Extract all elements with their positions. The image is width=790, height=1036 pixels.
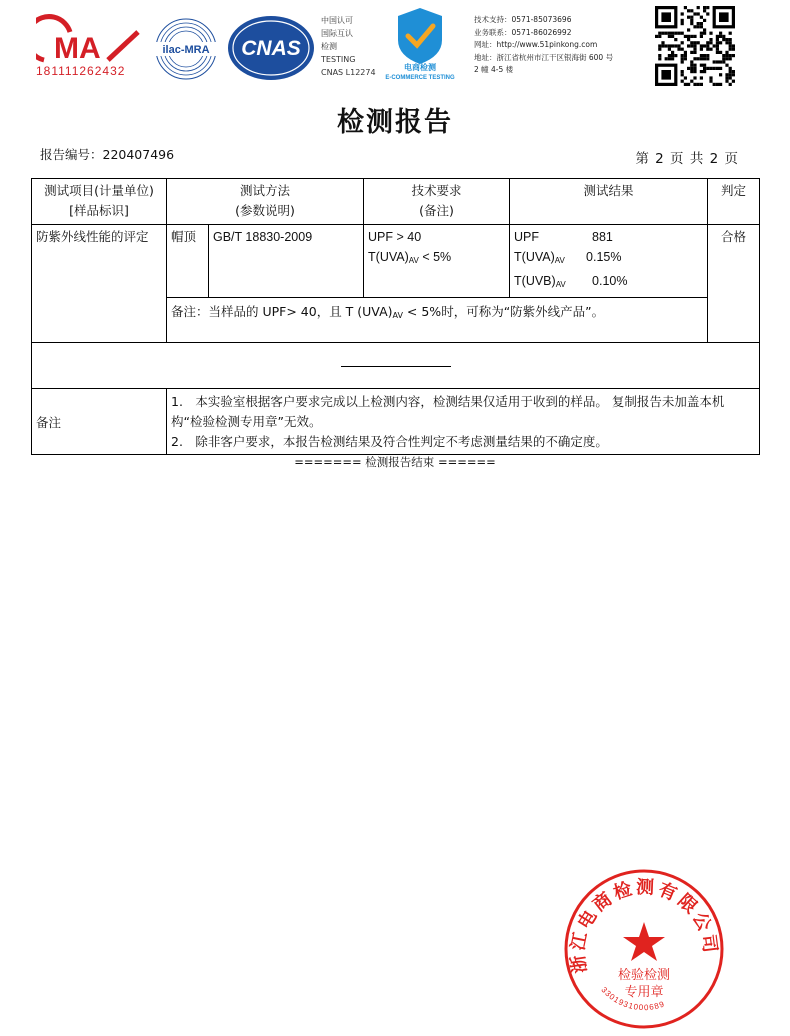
header-method-line2: (参数说明) [235,203,295,218]
cnas-logo [226,14,316,82]
cert-line: CNAS L12274 [321,68,376,77]
result-uva-label: T(UVA) [514,250,555,264]
report-end-marker: ======= 检测报告结束 ====== [294,455,496,469]
svg-text:专用章: 专用章 [624,985,664,1000]
note-sub: AV [392,311,403,320]
header-method-line1: 测试方法 [240,183,291,198]
judgement: 合格 [708,225,760,343]
header-item [32,179,167,225]
result-upf-label: UPF [514,230,540,244]
remarks-row [32,389,760,455]
result-uva-sub: AV [554,256,565,265]
svg-text:MA: MA [54,32,101,65]
svg-text:检验检测: 检验检测 [617,968,671,983]
header-requirement [364,179,510,225]
ilac-mra-logo [152,16,220,82]
req-upf: UPF > 40 [368,230,422,244]
header-req-line1: 技术要求 [411,183,462,198]
header-item-line2: [样品标识] [69,203,129,218]
req-uva-tail: < 5% [418,250,452,264]
result-uva-value: 0.15% [586,250,622,264]
result-uvb-value: 0.10% [592,274,628,288]
svg-text:电商检测: 电商检测 [404,63,436,72]
result-uva [514,247,703,271]
contact-line: 技术支持：0571-85073696 [474,15,572,24]
official-seal [563,868,725,1030]
blank-row [32,343,760,389]
result-upf [514,227,703,247]
qr-code [655,6,735,86]
remark-2: 2. 除非客户要求，本报告检测结果及符合性判定不考虑测量结果的不确定度。 [171,434,608,449]
contact-line: 网址：http://www.51pinkong.com [474,40,598,49]
test-result [510,225,708,298]
blank-separator [32,343,760,389]
results-table [31,178,760,455]
note-pre: 备注：当样品的 UPF> 40，且 T (UVA) [171,304,393,319]
result-uvb-sub: AV [555,280,566,289]
req-uva [368,247,505,271]
remark-1: 1. 本实验室根据客户要求完成以上检测内容，检测结果仅适用于收到的样品。 复制报告未加盖本机构“检验检测专用章”无效。 [171,394,725,429]
test-item: 防紫外线性能的评定 [32,225,167,343]
req-uva-label: T(UVA) [368,250,409,264]
header-judgement: 判定 [708,179,760,225]
header-req-line2: (备注) [419,203,454,218]
result-uvb-label: T(UVB) [514,274,556,288]
report-title: 检测报告 [337,107,453,138]
svg-text:CNAS: CNAS [241,37,301,60]
table-header-row [32,179,760,225]
page-number: 第 2 页 共 2 页 [635,151,738,167]
table-row [32,225,760,298]
cert-line: 中国认可 [321,16,353,25]
result-uvb [514,271,703,295]
row-note [167,298,708,343]
ecommerce-testing-logo [380,6,460,80]
cert-line: 检测 [321,42,337,51]
req-uva-sub: AV [408,256,419,265]
dash-line [341,366,451,367]
cma-number: 181111262432 [36,64,126,78]
svg-text:3301931000689: 3301931000689 [599,985,667,1013]
remarks-content [167,389,760,455]
cert-line: 国际互认 [321,29,353,38]
contact-info [474,14,613,77]
header-result: 测试结果 [510,179,708,225]
header-method [167,179,364,225]
svg-text:浙江电商检测有限公司: 浙江电商检测有限公司 [567,876,721,975]
contact-line: 业务联系：0571-86026992 [474,27,572,37]
report-number: 报告编号：220407496 [40,147,175,162]
header-item-line1: 测试项目(计量单位) [44,183,154,198]
contact-line: 地址：浙江省杭州市江干区银海街 600 号 [474,52,614,62]
result-upf-value: 881 [592,230,613,244]
svg-text:ilac-MRA: ilac-MRA [162,44,210,56]
cert-line: TESTING [321,55,356,64]
remarks-label: 备注 [32,389,167,455]
contact-line: 2 幢 4-5 楼 [474,65,514,74]
note-post: < 5%时，可称为“防紫外线产品”。 [402,304,605,319]
svg-text:E-COMMERCE TESTING: E-COMMERCE TESTING [385,75,455,80]
technical-requirement [364,225,510,298]
accreditation-text [321,14,376,79]
sample-part: 帽顶 [167,225,209,298]
test-method: GB/T 18830-2009 [209,225,364,298]
